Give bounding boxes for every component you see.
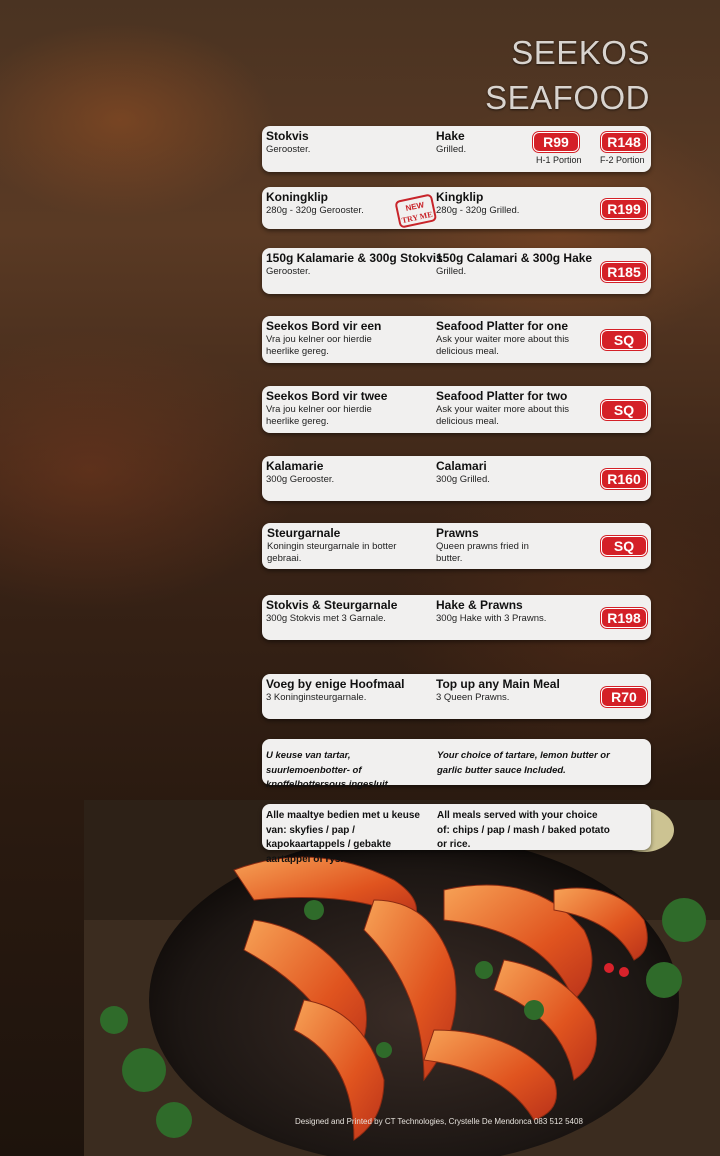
english-column xyxy=(436,191,596,217)
item-desc-en: Ask your waiter more about this delicious meal. xyxy=(436,333,570,357)
item-name-af: Stokvis & Steurgarnale xyxy=(266,598,398,612)
afrikaans-column xyxy=(266,460,436,486)
item-desc-en: 300g Grilled. xyxy=(436,473,490,485)
sauce-note-en-text: Your choice of tartare, lemon butter or garlic butter sauce Included. xyxy=(437,750,610,776)
english-column xyxy=(436,678,596,704)
item-desc-af: 3 Koninginsteurgarnale. xyxy=(266,691,367,703)
price-badge: R70 xyxy=(601,687,647,707)
item-name-af: 150g Kalamarie & 300g Stokvis xyxy=(266,251,443,265)
price-badge: R199 xyxy=(601,199,647,219)
sauce-note-card xyxy=(262,739,651,790)
item-desc-af: 300g Stokvis met 3 Garnale. xyxy=(266,612,386,624)
menu-item-card xyxy=(262,523,651,569)
item-name-af: Seekos Bord vir een xyxy=(266,319,382,333)
afrikaans-column xyxy=(266,320,436,359)
item-name-af: Kalamarie xyxy=(266,459,324,473)
svg-text:TRY ME: TRY ME xyxy=(400,209,434,226)
afrikaans-column xyxy=(266,251,443,278)
afrikaans-column xyxy=(267,527,437,566)
price-badge-half: R99 xyxy=(533,132,579,152)
price-badge-full: R148 xyxy=(601,132,647,152)
menu-item-card xyxy=(262,316,651,363)
sauce-note-af xyxy=(266,748,434,792)
served-note-en xyxy=(437,808,612,852)
served-note-af-text: Alle maaltye bedien met u keuse van: skyfies / pap / kapokaartappels / gebakte aartappel of rys. xyxy=(266,810,420,865)
afrikaans-column xyxy=(266,599,436,625)
svg-text:NEW: NEW xyxy=(404,200,425,213)
item-name-en: Seafood Platter for one xyxy=(436,319,569,333)
item-desc-af: Gerooster. xyxy=(266,265,311,277)
item-desc-en: 280g - 320g Grilled. xyxy=(436,204,520,216)
menu-title-en: SEAFOOD xyxy=(485,79,650,116)
item-desc-en: 300g Hake with 3 Prawns. xyxy=(436,612,547,624)
served-note-en-text: All meals served with your choice of: chips / pap / mash / baked potato or rice. xyxy=(437,810,610,850)
item-name-af: Seekos Bord vir twee xyxy=(266,389,388,403)
item-name-af: Koningklip xyxy=(266,190,328,204)
price-badge: SQ xyxy=(601,330,647,350)
afrikaans-column xyxy=(266,678,436,704)
afrikaans-column xyxy=(266,390,436,429)
english-column xyxy=(436,527,596,566)
item-name-af: Voeg by enige Hoofmaal xyxy=(266,677,405,691)
item-name-af: Stokvis xyxy=(266,129,309,143)
price-badge: SQ xyxy=(601,536,647,556)
item-desc-af: Koningin steurgarnale in botter gebraai. xyxy=(267,540,397,564)
portion-label-full: F-2 Portion xyxy=(600,155,645,165)
item-desc-en: Ask your waiter more about this delicious meal. xyxy=(436,403,570,427)
price-badge: SQ xyxy=(601,400,647,420)
sauce-note-en xyxy=(437,748,612,777)
item-name-en: Hake xyxy=(436,129,465,143)
item-name-en: Seafood Platter for two xyxy=(436,389,568,403)
menu-title-af: SEEKOS xyxy=(511,34,650,71)
item-name-en: Kingklip xyxy=(436,190,484,204)
served-note-card xyxy=(262,804,651,865)
item-name-en: Top up any Main Meal xyxy=(436,677,560,691)
item-name-en: Calamari xyxy=(436,459,487,473)
price-badge: R198 xyxy=(601,608,647,628)
served-note-af xyxy=(266,808,436,866)
item-name-en: 150g Calamari & 300g Hake xyxy=(436,251,593,265)
sauce-note-af-text: U keuse van tartar, suurlemoenbotter- of knoffelbottersous ingesluit. xyxy=(266,750,391,790)
item-name-en: Hake & Prawns xyxy=(436,598,523,612)
menu-item-card xyxy=(262,187,651,229)
item-desc-en: Queen prawns fried in butter. xyxy=(436,540,529,564)
item-name-af: Steurgarnale xyxy=(267,526,341,540)
printer-credit: Designed and Printed by CT Technologies, Crystelle De Mendonca 083 512 5408 xyxy=(295,1117,583,1126)
portion-label-half: H-1 Portion xyxy=(536,155,582,165)
menu-item-card xyxy=(262,386,651,433)
price-badge: R160 xyxy=(601,469,647,489)
item-desc-en: 3 Queen Prawns. xyxy=(436,691,510,703)
item-desc-af: Vra jou kelner oor hierdie heerlike gereg. xyxy=(266,403,372,427)
item-desc-en: Grilled. xyxy=(436,265,467,277)
menu-item-card xyxy=(262,595,651,640)
menu-item-card xyxy=(262,456,651,501)
price-badge: R185 xyxy=(601,262,647,282)
english-column xyxy=(436,320,596,359)
item-desc-en: Grilled. xyxy=(436,143,467,155)
english-column xyxy=(436,390,596,429)
item-desc-af: 300g Gerooster. xyxy=(266,473,335,485)
item-desc-af: 280g - 320g Gerooster. xyxy=(266,204,364,216)
item-desc-af: Vra jou kelner oor hierdie heerlike gereg. xyxy=(266,333,372,357)
english-column xyxy=(436,599,596,625)
item-name-en: Prawns xyxy=(436,526,479,540)
item-desc-af: Gerooster. xyxy=(266,143,311,155)
menu-item-card xyxy=(262,126,651,172)
afrikaans-column xyxy=(266,130,436,156)
menu-item-card xyxy=(262,674,651,719)
english-column xyxy=(436,252,596,278)
menu-item-card xyxy=(262,248,651,294)
english-column xyxy=(436,460,596,486)
